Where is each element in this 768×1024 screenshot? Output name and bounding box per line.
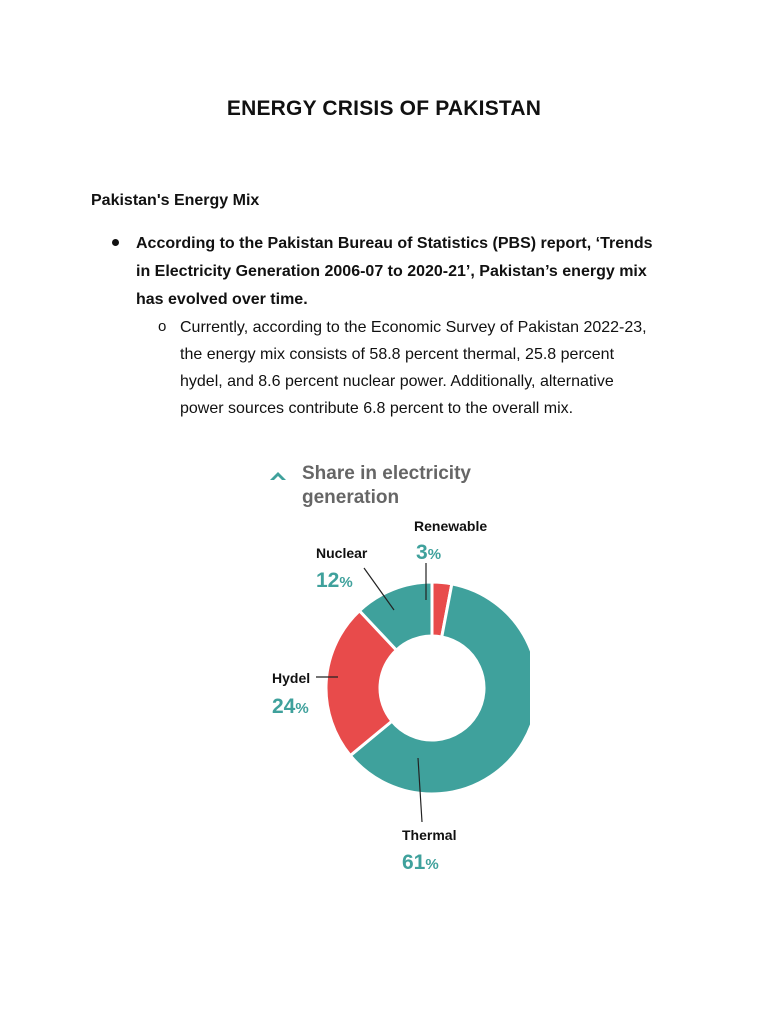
slice-value-thermal: 61% (402, 851, 439, 874)
sub-bullet-text: Currently, according to the Economic Survey of Pakistan 2022-23, the energy mix consists of 58.8 percent thermal, 25.8 percent hydel, and 8.6 percent nuclear power. Additionally, alternative power sources contribute 6.8 percent to the overall mix. (180, 319, 647, 417)
slice-value-renewable: 3% (416, 541, 442, 564)
slice-name-renewable: Renewable (414, 518, 488, 534)
document-title: ENERGY CRISIS OF PAKISTAN (226, 97, 542, 120)
slice-value-hydel: 24% (272, 695, 309, 718)
donut-slices (326, 582, 530, 794)
chart-title-line1: Share in electricity (302, 463, 471, 484)
slice-name-nuclear: Nuclear (316, 545, 368, 561)
slice-name-thermal: Thermal (402, 827, 457, 843)
donut-chart (230, 450, 530, 880)
chevron-up-icon (270, 472, 286, 480)
bullet-text: According to the Pakistan Bureau of Statistics (PBS) report, ‘Trends in Electricity Generation 2006-07 to 2020-21’, Pakistan’s energy mix has evolved over time. (136, 235, 653, 308)
chart-title-line2: generation (302, 487, 400, 508)
sub-bullet-marker: o (158, 318, 167, 335)
slice-value-nuclear: 12% (316, 569, 353, 592)
bullet-dot-icon (112, 239, 119, 246)
slice-name-hydel: Hydel (272, 670, 311, 686)
section-heading: Pakistan's Energy Mix (91, 192, 260, 209)
